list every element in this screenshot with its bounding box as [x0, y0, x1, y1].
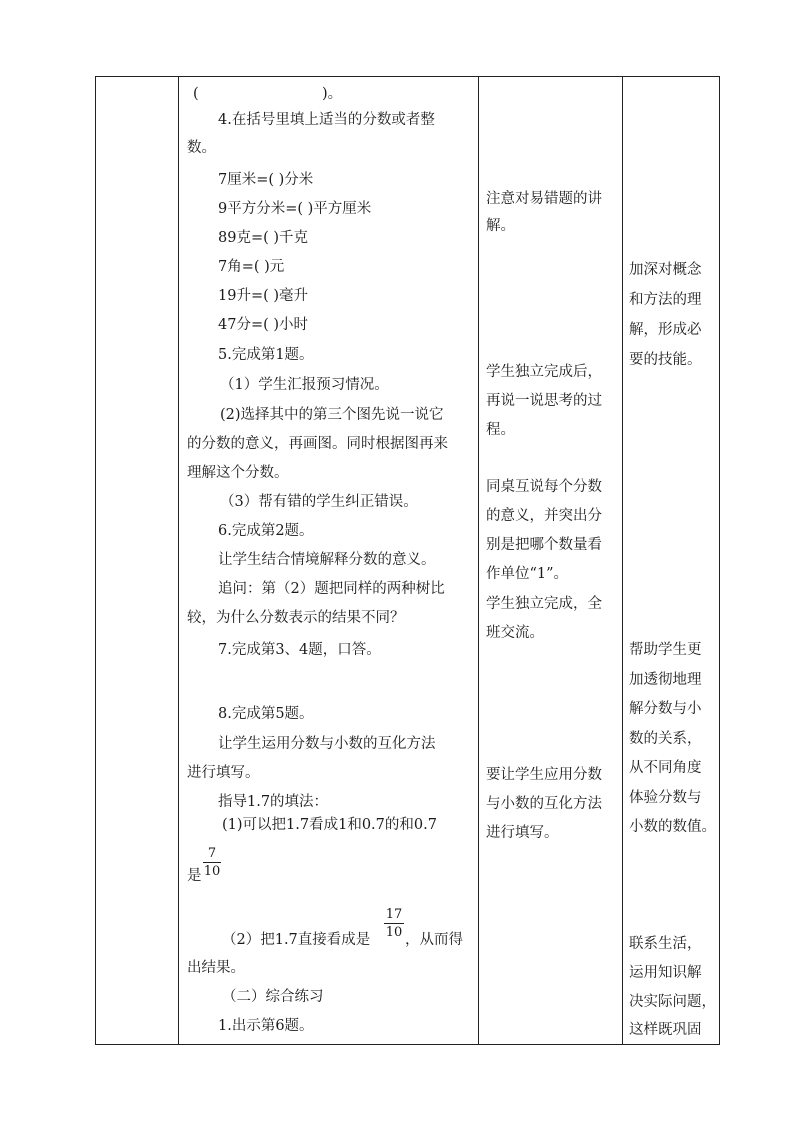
bracket-close: )。: [322, 86, 343, 102]
intent-relation-line-4: 数的关系，: [629, 731, 702, 747]
note-pair-talk-line-2: 的意义，并突出分: [486, 508, 602, 524]
intent-relation-line-2: 加透彻地理: [629, 672, 702, 688]
step-5-item-2-line-1: (2)选择其中的第三个图先说一说它: [220, 407, 444, 423]
note-pair-talk-line-1: 同桌互说每个分数: [486, 479, 602, 495]
intent-relation-line-1: 帮助学生更: [629, 642, 702, 658]
exercise-4-title: 4.在括号里填上适当的分数或者整: [218, 112, 435, 128]
fraction-bar: [384, 923, 404, 924]
step-5-item-2-line-2: 的分数的意义，再画图。同时根据图再来: [187, 436, 448, 452]
step-7-title: 7.完成第3、4题，口答。: [218, 642, 381, 658]
fraction-17-over-10: [384, 907, 404, 940]
intent-life-line-2: 运用知识解: [629, 965, 702, 981]
table-left-border: [95, 76, 96, 1045]
note-pair-talk-line-3: 别是把哪个数量看: [486, 537, 602, 553]
note-independent-line-1: 学生独立完成后，: [486, 364, 602, 380]
table-bottom-border: [95, 1044, 720, 1045]
step-8-method-2-cont: ，从而得: [405, 932, 463, 948]
section-comprehensive-practice: （二）综合练习: [222, 989, 324, 1005]
step-8-item-1-line-1: 让学生运用分数与小数的互化方法: [218, 736, 436, 752]
intent-life-line-3: 决实际问题，: [629, 994, 716, 1010]
practice-item-1: 1.出示第6题。: [218, 1018, 314, 1034]
column-divider-1: [178, 76, 179, 1045]
note-error-prone-line-1: 注意对易错题的讲: [486, 191, 602, 207]
step-8-method-2: （2）把1.7直接看成是: [222, 932, 371, 948]
column-divider-3: [622, 76, 623, 1045]
step-5-title: 5.完成第1题。: [218, 347, 314, 363]
intent-concept-line-2: 和方法的理: [629, 292, 702, 308]
fraction-numerator: 17: [385, 907, 403, 922]
step-8-title: 8.完成第5题。: [218, 706, 314, 722]
intent-life-line-4: 这样既巩固: [629, 1022, 702, 1038]
note-class-exchange-line-1: 学生独立完成，全: [486, 596, 602, 612]
intent-concept-line-1: 加深对概念: [629, 262, 702, 278]
note-error-prone-line-2: 解。: [486, 218, 515, 234]
intent-relation-line-6: 体验分数与: [629, 790, 702, 806]
intent-relation-line-7: 小数的数值。: [629, 819, 716, 835]
fraction-numerator: 7: [207, 846, 217, 861]
exercise-4-title-cont: 数。: [187, 140, 216, 156]
step-8-method-1: (1)可以把1.7看成1和0.7的和0.7: [222, 817, 437, 833]
table-top-border: [95, 76, 720, 77]
unit-conversion-2: 9平方分米=( )平方厘米: [218, 201, 372, 217]
note-independent-line-2: 再说一说思考的过: [486, 393, 602, 409]
step-6-item-1: 让学生结合情境解释分数的意义。: [218, 552, 436, 568]
step-6-question-line-1: 追问：第（2）题把同样的两种树比: [218, 581, 445, 597]
step-5-item-1: （1）学生汇报预习情况。: [220, 377, 389, 393]
fraction-bar: [203, 862, 221, 863]
note-class-exchange-line-2: 班交流。: [486, 625, 544, 641]
note-independent-line-3: 程。: [486, 422, 515, 438]
unit-conversion-4: 7角=( )元: [218, 259, 285, 275]
step-8-item-1-line-2: 进行填写。: [187, 765, 260, 781]
intent-relation-line-3: 解分数与小: [629, 701, 702, 717]
intent-relation-line-5: 从不同角度: [629, 760, 702, 776]
note-conversion-line-1: 要让学生应用分数: [486, 767, 602, 783]
bracket-open: (: [193, 86, 199, 102]
intent-concept-line-4: 要的技能。: [629, 352, 702, 368]
intent-concept-line-3: 解，形成必: [629, 322, 702, 338]
unit-conversion-6: 47分=( )小时: [218, 317, 309, 333]
unit-conversion-5: 19升=( )毫升: [218, 288, 309, 304]
column-divider-2: [478, 76, 479, 1045]
step-8-method-2-line-2: 出结果。: [187, 960, 245, 976]
fraction-7-over-10: [203, 846, 221, 879]
note-conversion-line-2: 与小数的互化方法: [486, 796, 602, 812]
table-right-border: [719, 76, 720, 1045]
intent-life-line-1: 联系生活，: [629, 936, 702, 952]
note-conversion-line-3: 进行填写。: [486, 825, 559, 841]
step-5-item-2-line-3: 理解这个分数。: [187, 465, 289, 481]
note-pair-talk-line-4: 作单位“1”。: [486, 566, 569, 582]
step-5-item-3: （3）帮有错的学生纠正错误。: [220, 494, 418, 510]
unit-conversion-3: 89克=( )千克: [218, 230, 309, 246]
step-8-method-1-is: 是: [187, 868, 202, 884]
unit-conversion-1: 7厘米=( )分米: [218, 172, 314, 188]
step-8-guide: 指导1.7的填法：: [218, 794, 329, 810]
fraction-denominator: 10: [203, 864, 221, 879]
step-6-title: 6.完成第2题。: [218, 523, 314, 539]
fraction-denominator: 10: [385, 925, 403, 940]
step-6-question-line-2: 较，为什么分数表示的结果不同？: [187, 610, 405, 626]
